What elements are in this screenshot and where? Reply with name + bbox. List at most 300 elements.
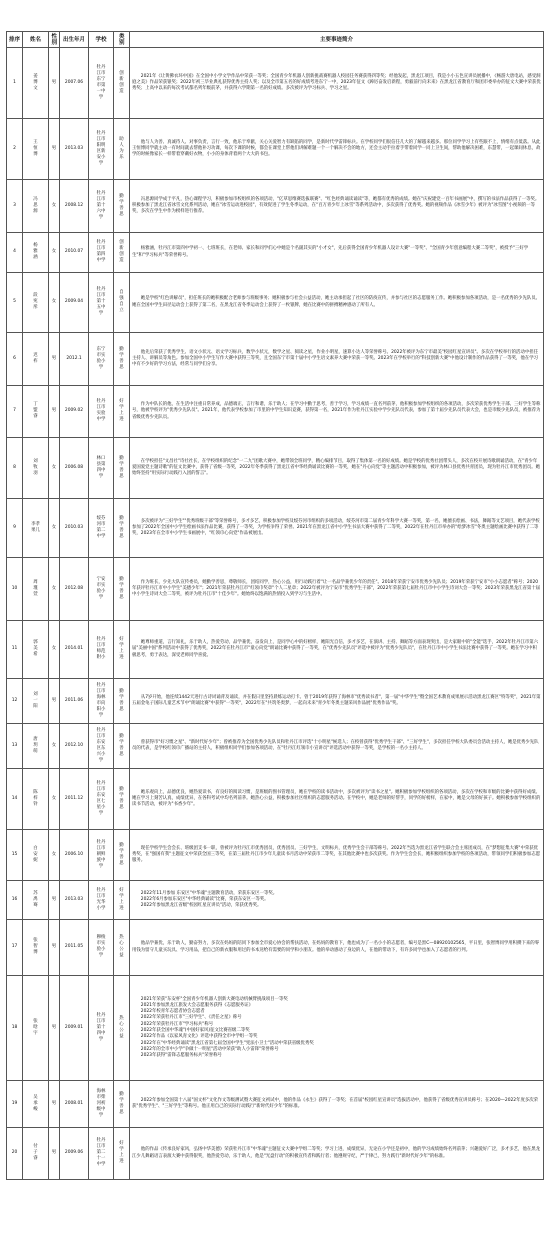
gender-cell bbox=[49, 119, 60, 180]
gender-text: 男 bbox=[51, 697, 57, 703]
birth-cell bbox=[60, 386, 89, 438]
gender-text: 女 bbox=[51, 524, 57, 530]
rank-cell bbox=[7, 499, 23, 558]
school-cell bbox=[89, 499, 114, 558]
summary-cell bbox=[130, 1128, 544, 1180]
summary-cell bbox=[130, 333, 544, 386]
category-text: 好学上进 bbox=[119, 399, 124, 423]
table-row bbox=[7, 386, 544, 438]
name-cell bbox=[23, 48, 49, 119]
summary-text: 2021年《让黄拂衣环中国》在全国中小学文学作品中荣获一等奖；全国青少年机器人创新挑战赛机器人校园任务赛获得四等奖；经他发起，黑龙江项目，我是小小五色宣讲员展播中，《畅游大唐电站，感受洞庭之美》作品荣获银奖；2022年初三毕业典礼获得优秀主持人奖；以及全市第五名的好成绩考进东宁一中，2023年征文《踔厉奋发启新程，勇毅前行向未来》在黑龙江省教育厅和团市委举办的征文大赛中荣获优秀奖；上高中以来的每次考试都名列年级前茅，并获得六学期第一名的好成绩。多次被评为学习标兵、学习之星。 bbox=[132, 73, 541, 92]
birth-text: 2011.06 bbox=[64, 697, 84, 703]
rank-text: 5 bbox=[13, 299, 16, 305]
header-row bbox=[7, 32, 544, 48]
name-cell bbox=[23, 438, 49, 499]
rank-text: 11 bbox=[11, 646, 18, 652]
category-text: 自强自立 bbox=[119, 290, 124, 314]
birth-cell bbox=[60, 830, 89, 881]
gender-cell bbox=[49, 679, 60, 724]
name-text: 陈梓铃 bbox=[33, 789, 38, 807]
gender-cell bbox=[49, 830, 60, 881]
school-cell bbox=[89, 679, 114, 724]
birth-text: 2013.03 bbox=[64, 896, 84, 902]
category-cell bbox=[114, 976, 130, 1081]
rank-text: 20 bbox=[11, 1150, 18, 1156]
summary-text: 她是学校"红色讲解员"，担任班长的她积极配合老师参与班级事务；她积极参与社会公益活动，她主动承担起了社区的防疫宣传，并参与社区的志愿服务工作。她积极参加各项活动，是一名优秀的少先队员。她在全国中学生田径运动会上获得了第二名，在黑龙江省冬季运动会上获得了一枚银牌，她在比赛中的拼搏精神感动了所有人。 bbox=[132, 296, 541, 308]
gender-text: 女 bbox=[51, 585, 57, 591]
name-cell bbox=[23, 920, 49, 976]
summary-text: 2022年11月参加 东安区"中华魂"主题教育活动，荣获东安区一等奖。 bbox=[140, 890, 278, 896]
gender-text: 女 bbox=[51, 795, 57, 801]
school-cell bbox=[89, 1128, 114, 1180]
rank-cell bbox=[7, 438, 23, 499]
school-text: 牡丹江市朝鲜族中学 bbox=[96, 839, 106, 869]
school-cell bbox=[89, 769, 114, 830]
rank-cell bbox=[7, 679, 23, 724]
table-row bbox=[7, 724, 544, 769]
category-text: 热心公益 bbox=[119, 935, 124, 959]
school-cell bbox=[89, 119, 114, 180]
birth-cell bbox=[60, 769, 89, 830]
school-text: 牡丹江市第十六中学 bbox=[96, 190, 106, 220]
rank-text: 8 bbox=[13, 464, 16, 470]
name-text: 刘牧羽 bbox=[33, 458, 38, 476]
header-gender: 性别 bbox=[49, 32, 60, 48]
school-text: 牡丹江市东宁市第一中学 bbox=[96, 64, 106, 100]
name-text: 丁盟睿 bbox=[33, 402, 38, 420]
header-name: 姓名 bbox=[23, 32, 49, 48]
category-cell bbox=[114, 558, 130, 621]
summary-cell bbox=[130, 920, 544, 976]
summary-text: 从7岁开始，他连续1442天进行古诗词诵背及诵读，并在假日里坚持晨练运动打卡。曾于2019年获得了海林市"优秀读书者"，第一届"中华学生"暨全国艺术教育成果展示活动黑龙江赛区"特等奖"，2021年第五届金龟子国际儿童艺术节中"朗诵比赛"中获得"一等奖"，2022年在"共筑冬奥梦，一起向未来"青少年冬奥主题采风作品展"优秀作品"奖。 bbox=[132, 694, 541, 706]
birth-cell bbox=[60, 679, 89, 724]
gender-cell bbox=[49, 438, 60, 499]
birth-text: 2011.12 bbox=[64, 795, 84, 801]
rank-text: 19 bbox=[11, 1100, 18, 1106]
gender-cell bbox=[49, 881, 60, 920]
gender-cell bbox=[49, 1081, 60, 1128]
summary-text: 2022年参加黑龙江省级"校园红星宣讲员"活动，荣获优秀奖。 bbox=[140, 903, 262, 909]
birth-cell bbox=[60, 333, 89, 386]
rank-cell bbox=[7, 386, 23, 438]
category-cell bbox=[114, 881, 130, 920]
summary-text: 2022年的全市中小学"争做十一明星"活动中荣获"助人小雷锋"荣誉称号 bbox=[140, 1046, 279, 1052]
name-text: 唐玥萌 bbox=[33, 736, 38, 754]
school-text: 牡丹江市光华小学 bbox=[96, 887, 106, 911]
birth-text: 2009.06 bbox=[64, 1150, 84, 1156]
header-school: 学校 bbox=[89, 32, 114, 48]
name-text: 郭美希 bbox=[33, 640, 38, 658]
birth-text: 2011.05 bbox=[64, 944, 84, 950]
table-row bbox=[7, 438, 544, 499]
table-row bbox=[7, 881, 544, 920]
school-cell bbox=[89, 621, 114, 679]
table-row bbox=[7, 333, 544, 386]
summary-cell bbox=[130, 724, 544, 769]
rank-cell bbox=[7, 976, 23, 1081]
name-cell bbox=[23, 499, 49, 558]
table-row bbox=[7, 1128, 544, 1180]
gender-cell bbox=[49, 233, 60, 273]
birth-text: 2009.04 bbox=[64, 299, 84, 305]
category-cell bbox=[114, 679, 130, 724]
school-cell bbox=[89, 48, 114, 119]
table-row bbox=[7, 920, 544, 976]
birth-cell bbox=[60, 920, 89, 976]
birth-cell bbox=[60, 273, 89, 333]
summary-text: 在学校担任"文昌社"诗社社长，在学校组织的纪念"一二九"团歌大赛中，她带领全班同学，精心编排节目，取得了集体第一名的好成绩。她是学校的优秀社团带头人，多次在校开展诗歌朗诵活动，在"青少年爱国爱党主题诗歌"的征文比赛中，获得了省级一等奖，2022年冬季获得了黑龙江省中华经典诵读比赛的一等奖，她在"丹心向党"等主题活动中积极参加，被评为林口县优秀共青团员，现为牡丹江市优秀团员。她始终坚持"用实际行动践行入团的誓言"。 bbox=[132, 458, 541, 477]
school-cell bbox=[89, 273, 114, 333]
school-text: 绥芬河市第二中学 bbox=[96, 515, 106, 539]
rank-text: 3 bbox=[13, 202, 16, 208]
table-row bbox=[7, 233, 544, 273]
summary-cell bbox=[130, 438, 544, 499]
school-text: 牡丹江市第四中学 bbox=[96, 240, 106, 264]
name-text: 刘一阳 bbox=[33, 691, 38, 709]
school-text: 牡丹江市第二十一中学 bbox=[96, 1138, 106, 1168]
birth-text: 2012.08 bbox=[64, 585, 84, 591]
birth-text: 2008.12 bbox=[64, 202, 84, 208]
name-cell bbox=[23, 333, 49, 386]
summary-text: 他的作品《传承良好家风，弘扬中华美德》荣获牡丹江市"中华魂"主题征文大赛中学组二等奖；学习上进，成绩优异，无论在小学还是初中，他的学习成绩始终名列前茅；兴趣爱好广泛，多才多艺，他在黑龙江少儿舞蹈语言表演大赛中获得银奖，他热爱劳动，乐于助人，他是"光盘行动"的积极宣传者和践行者；他遵规守纪，严于律己，努力践行"新时代好少年"的标准。 bbox=[132, 1147, 541, 1159]
category-cell bbox=[114, 333, 130, 386]
name-text: 段宛彤 bbox=[33, 293, 38, 311]
name-text: 付子睿 bbox=[33, 1144, 38, 1162]
rank-text: 15 bbox=[11, 851, 18, 857]
table-row bbox=[7, 769, 544, 830]
summary-text: 2021年荣获"东安杯"全国青少年机器人创新大赛电动机械臂挑战项目一等奖 bbox=[140, 996, 288, 1002]
summary-text: 作为中队长的他，在生活中注重日常养成，品德端正，言行和谐，乐于助人；在学习中勤于思考，善于学习，学习成绩一直名列前茅，他积极参加学校组织的各项活动，多次荣获优秀学生干部、三好学生等称号，他被学校评为"优秀少先队员"。2021年，他代表学校参加了市里的中学生知识竞赛，获得第一名，2021年作为牡丹江实验中学少先队员代表，参加了第十届少先队员代表大会，也是市级少先队员，被推荐为省级优秀少先队员。 bbox=[132, 402, 541, 420]
gender-cell bbox=[49, 558, 60, 621]
gender-cell bbox=[49, 180, 60, 233]
summary-text: 2023年获得"雷锋志愿服务标兵"荣誉称号 bbox=[140, 1053, 222, 1059]
summary-cell bbox=[130, 679, 544, 724]
category-cell bbox=[114, 386, 130, 438]
school-cell bbox=[89, 438, 114, 499]
achievement-table bbox=[6, 31, 544, 1180]
school-text: 牡丹江市东安区东兴小学 bbox=[96, 727, 106, 763]
birth-cell bbox=[60, 724, 89, 769]
gender-text: 女 bbox=[51, 202, 57, 208]
rank-text: 12 bbox=[11, 697, 18, 703]
gender-cell bbox=[49, 920, 60, 976]
birth-text: 2012.1 bbox=[66, 355, 82, 361]
name-cell bbox=[23, 881, 49, 920]
summary-cell bbox=[130, 881, 544, 920]
birth-text: 2009.02 bbox=[64, 408, 84, 414]
gender-cell bbox=[49, 386, 60, 438]
summary-text: 他品学兼优，乐于助人，勤奋努力，多次在妈妈的陪同下参加全市爱心协会的帮扶活动，在妈妈的教育下，他也成为了一名小小的志愿者，编号是黑C—08920102565，平日里，张智博同学用积攒下来的零用钱为留守儿童买玩具、学习用品，把自己的新衣服和用过的书本送给有需要的同学和小朋友。他的举动感动了身边的人，在他的带动下，有许多同学也加入了志愿者的行列。 bbox=[132, 941, 540, 953]
header-summary: 主要事迹简介 bbox=[130, 32, 544, 48]
name-text: 白安妮 bbox=[33, 845, 38, 863]
category-cell bbox=[114, 920, 130, 976]
gender-text: 男 bbox=[51, 408, 57, 414]
rank-cell bbox=[7, 621, 23, 679]
category-text: 勤学善思 bbox=[119, 455, 124, 479]
gender-text: 男 bbox=[51, 145, 57, 151]
name-cell bbox=[23, 769, 49, 830]
birth-text: 2012.10 bbox=[64, 742, 84, 748]
name-cell bbox=[23, 273, 49, 333]
name-cell bbox=[23, 233, 49, 273]
summary-cell bbox=[130, 386, 544, 438]
rank-text: 18 bbox=[11, 1024, 18, 1030]
name-text: 王恒博 bbox=[33, 139, 38, 157]
table-row bbox=[7, 976, 544, 1081]
name-cell bbox=[23, 724, 49, 769]
summary-cell bbox=[130, 119, 544, 180]
gender-text: 女 bbox=[51, 299, 57, 305]
rank-cell bbox=[7, 558, 23, 621]
birth-text: 2013.03 bbox=[64, 145, 84, 151]
name-text: 苏禹骞 bbox=[33, 890, 38, 908]
category-cell bbox=[114, 48, 130, 119]
rank-cell bbox=[7, 881, 23, 920]
rank-text: 1 bbox=[13, 79, 16, 85]
summary-text: 2022年作品《以家风育文化》评选中获得全市中学组一等奖 bbox=[140, 1034, 258, 1040]
gender-text: 男 bbox=[51, 896, 57, 902]
gender-text: 女 bbox=[51, 742, 57, 748]
birth-text: 2007.06 bbox=[64, 79, 84, 85]
summary-text: 他先后荣获了优秀学生、语文小状元、语文学习标兵，数学小状元，数学之星、阅读之星，作业小明星，速算小达人等荣誉称号。2022年被评为东宁市最美"校园红星宣讲员"。多次在学校举行的活动中担任主持人、讲解员等角色。参加全国中小学生写作大赛中获得三等奖，且全国东宁市第十届中小学生语文素养大赛中荣获一等奖。2023年在学校举行的"科技创新大赛"中他设计制作的作品获得了一等奖，他在学习中有不少好的学习方法，经常与同学们分享。 bbox=[132, 349, 539, 368]
category-text: 助人为乐 bbox=[119, 136, 124, 160]
school-text: 牡丹江市东安区七星小学 bbox=[96, 780, 106, 816]
gender-text: 女 bbox=[51, 249, 57, 255]
school-cell bbox=[89, 333, 114, 386]
summary-text: 2022年校青年志愿者协会志愿者 bbox=[140, 1009, 205, 1015]
summary-text: 他与人为善、真诚待人、对事负责，言行一致，他乐于奉献，关心关爱智力有缺陷的同学，是新时代学雷锋标兵。在学校同学们很信任几大的了解越来越多。那位同学学习上有些跟不上，情绪有点低落。从此王恒博同学就主动一有时间就去帮他补习功课，每次下课的时候，都会在课堂上帮他们讲解难题一个一个解决不会的地方，还会主动手拉着手带着同学一同上卫生间，帮助他解决困难，东慧带，一起课间休息，故学的时候像家长一样带着穿戴好衣物，小小的身体背着两个大大的书包。 bbox=[132, 139, 541, 158]
summary-text: 2022年在"中华经典诵读"黑龙江省第七届全国中学生"宪法小卫士"活动中荣获省级优秀奖 bbox=[140, 1040, 314, 1046]
summary-text: 现任学校学生会会长、班级团支书一职，曾被评为牡丹江市优秀团员，优秀团员、三好学生，文明标兵，优秀学生会干部等称号。2022年当选为黑龙江省学生联合会主席团成员，在"梦想征集大赛"中荣获优秀奖，在"强国有我"主题征文中荣获全国三等奖，在第三届牡丹江市少年儿童读书月活动中荣获市二等奖，在其他比赛中也多次获奖。作为学生会会长，她积极组织参加学校的各项活动，带领同学们积极参加志愿服务。 bbox=[132, 845, 540, 864]
name-cell bbox=[23, 976, 49, 1081]
table-row bbox=[7, 558, 544, 621]
name-text: 杨雅涵 bbox=[33, 243, 38, 261]
name-text: 周瑾萱 bbox=[33, 579, 38, 597]
category-text: 勤学善思 bbox=[119, 842, 124, 866]
header-rank: 排序 bbox=[7, 32, 23, 48]
rank-cell bbox=[7, 830, 23, 881]
rank-text: 17 bbox=[11, 944, 18, 950]
name-cell bbox=[23, 679, 49, 724]
category-cell bbox=[114, 119, 130, 180]
birth-cell bbox=[60, 180, 89, 233]
table-row bbox=[7, 273, 544, 333]
gender-text: 男 bbox=[51, 944, 57, 950]
category-cell bbox=[114, 830, 130, 881]
gender-text: 男 bbox=[51, 79, 57, 85]
summary-cell bbox=[130, 976, 544, 1081]
birth-cell bbox=[60, 558, 89, 621]
gender-cell bbox=[49, 976, 60, 1081]
summary-cell bbox=[130, 180, 544, 233]
category-cell bbox=[114, 438, 130, 499]
name-text: 张晗宇 bbox=[33, 1018, 38, 1036]
name-text: 姜博文 bbox=[33, 73, 38, 91]
gender-cell bbox=[49, 1128, 60, 1180]
summary-text: 2022年获全国中华魂"(中国好家风)征文比赛省级二等奖 bbox=[140, 1028, 250, 1033]
summary-text: 曾获得市"好习惯之星"、"新时代好少年"；曾被推荐为全国优秀少先队员和牡丹江市评选"十小明星"候选人；在校曾获得"优秀学生干部"、"三好学生"，多次担任学校大队委员会活动主持人，她是优秀少先队员的代表，是学校红领巾广播站的主持人，积极组织同学们参加各项活动，在"牡丹江红领巾小宣讲员"评选活动中获得一等奖，是学校的一名小主持人。 bbox=[132, 739, 539, 751]
birth-cell bbox=[60, 1081, 89, 1128]
school-cell bbox=[89, 558, 114, 621]
table-row bbox=[7, 1081, 544, 1128]
school-cell bbox=[89, 180, 114, 233]
name-text: 冯思源 bbox=[33, 196, 38, 214]
summary-cell bbox=[130, 621, 544, 679]
rank-text: 7 bbox=[13, 408, 16, 414]
rank-text: 10 bbox=[11, 585, 18, 591]
table-row bbox=[7, 119, 544, 180]
school-cell bbox=[89, 830, 114, 881]
gender-cell bbox=[49, 499, 60, 558]
name-text: 吴承峻 bbox=[33, 1094, 38, 1112]
category-text: 勤学善思 bbox=[119, 515, 124, 539]
birth-cell bbox=[60, 621, 89, 679]
birth-cell bbox=[60, 881, 89, 920]
birth-cell bbox=[60, 438, 89, 499]
category-cell bbox=[114, 1081, 130, 1128]
summary-text: 多次被评为"三好学生""优秀班级干部"等荣誉称号，多才多艺，积极参加学校及绥芬河市组织的多项活动，绥芬河市第二届青少年科学大赛一等奖，第一名，她擅长绘画、书法，舞蹈等文艺项目，她代表学校参加了2022年全国中小学生绘画书法作品比赛，获得了一等奖，为学校争得了荣誉。2021年在黑龙江省中小学生书法大赛中获得了二等奖，2022年在牡丹江市举办的"绘梦冰雪"冬奥主题绘画比赛中获得了二等奖，2023年在全市中小学生书画展中，"红领巾心向党"作品被展出。 bbox=[132, 518, 540, 537]
summary-text: 她尊师重道，言行知礼，乐于助人，热爱劳动，品学兼优，奋发向上，是同学心中的好榜样，她阳光自信，多才多艺，在演讲、主持、舞蹈等方面表现突出，是大家眼中的"全能"选手，2022年牡丹江市第六届"美丽中国"系列活动中获得了优秀奖，2022年在牡丹江市"童心向党"朗诵比赛中获得了一等奖，在"优秀少先队员"评选中被评为"优秀少先队员"，在牡丹江市中小学生书法比赛中获得了一等奖。她在学习中积极思考，勇于表达，深受老师同学喜爱。 bbox=[132, 640, 539, 658]
gender-cell bbox=[49, 621, 60, 679]
category-text: 勤学善思 bbox=[119, 688, 124, 712]
gender-cell bbox=[49, 333, 60, 386]
rank-text: 13 bbox=[11, 742, 18, 748]
category-text: 勤学善思 bbox=[119, 576, 124, 600]
school-text: 林口县第四中学 bbox=[96, 455, 106, 479]
summary-text: 2022年6月参加东安区"中华经典诵读"比赛，荣获东安区一等奖。 bbox=[140, 896, 269, 902]
gender-text: 女 bbox=[51, 646, 57, 652]
header-birth: 出生年月 bbox=[60, 32, 89, 48]
rank-text: 4 bbox=[13, 249, 16, 255]
category-text: 创新创造 bbox=[119, 70, 124, 94]
birth-cell bbox=[60, 1128, 89, 1180]
school-cell bbox=[89, 724, 114, 769]
school-text: 海林市柴河初级中学 bbox=[96, 1088, 106, 1118]
school-cell bbox=[89, 1081, 114, 1128]
name-cell bbox=[23, 119, 49, 180]
name-cell bbox=[23, 1081, 49, 1128]
school-cell bbox=[89, 920, 114, 976]
summary-text: 她乐观向上，品德优良，她热爱读书，有良好的阅读习惯，是班级的图书管理员，她在学校的读书活动中，多次被评为"读书之星"。她积极参加学校组织的各项活动，多次在学校和市级的比赛中获得好成绩。她在学习上刻苦认真，成绩优异，在各科考试中均名列前茅。她热心公益，积极参加社区组织的志愿服务活动。在学校中，她是老师的好帮手，同学的好榜样，在家中，她是父母的好孩子。她积极参加学校组织的读书节活动，被评为"书香少年"。 bbox=[132, 789, 541, 808]
summary-cell bbox=[130, 1081, 544, 1128]
rank-text: 2 bbox=[13, 145, 16, 151]
school-text: 牡丹江市师范附小 bbox=[96, 637, 106, 661]
category-text: 勤学善思 bbox=[119, 733, 124, 757]
school-text: 牡丹江市实验中学 bbox=[96, 399, 106, 423]
summary-text: 作为班长，少先大队宣传委员，她勤学善思，尊敬师长，团结同学，热心公益，用行动践行着"让一名品学兼优少年的责任"。2018年荣获宁安市优秀少先队员；2019年荣获宁安市"小小志愿者"称号；2020年获评牡丹江市中小学生"美德少年"；2021年荣获牡丹江市"红领巾奖章"个人二星章；2022年被评为宁安市"优秀学生干部"，2022年荣获第七届牡丹江市中小学生诗词大会一等奖；2023年荣获黑龙江省第十届中小学生诗词大会二等奖，被评为牡丹江市"十佳少年"。她始终以饱满的热情投入到学习与生活中。 bbox=[132, 579, 541, 598]
table-row bbox=[7, 621, 544, 679]
birth-text: 2006.08 bbox=[64, 464, 84, 470]
table-row bbox=[7, 830, 544, 881]
school-text: 牡丹江市海林市向阳小学 bbox=[96, 682, 106, 718]
name-cell bbox=[23, 621, 49, 679]
category-cell bbox=[114, 769, 130, 830]
birth-cell bbox=[60, 119, 89, 180]
name-cell bbox=[23, 386, 49, 438]
summary-text: 杨雅涵，牡丹江市第四中学初一、七班班长，在老师、家长和同学们心中她是个名副其实的"小才女"，先后获得全国青少年机器人设计大赛"一等奖"、"全国青少年创意编程大赛二等奖"，被授予"三好学生"和"学习标兵"等荣誉称号。 bbox=[132, 246, 529, 258]
gender-cell bbox=[49, 48, 60, 119]
rank-cell bbox=[7, 1081, 23, 1128]
table-row bbox=[7, 48, 544, 119]
birth-text: 2008.01 bbox=[64, 1100, 84, 1106]
birth-text: 2009.01 bbox=[64, 1024, 84, 1030]
rank-cell bbox=[7, 1128, 23, 1180]
category-text: 好学上进 bbox=[119, 1141, 124, 1165]
rank-cell bbox=[7, 333, 23, 386]
birth-text: 2014.01 bbox=[64, 646, 84, 652]
name-cell bbox=[23, 830, 49, 881]
school-text: 牡丹江市阳明区新安小学 bbox=[96, 130, 106, 166]
summary-cell bbox=[130, 769, 544, 830]
rank-text: 14 bbox=[11, 795, 18, 801]
school-text: 宁安市实验小学 bbox=[96, 576, 106, 600]
summary-cell bbox=[130, 233, 544, 273]
summary-text: 2022年荣获牡丹江市"三好学生"、《责任之星》称号 bbox=[140, 1015, 242, 1021]
category-text: 热心公益 bbox=[119, 1015, 124, 1039]
gender-text: 女 bbox=[51, 851, 57, 857]
rank-text: 6 bbox=[13, 355, 16, 361]
category-cell bbox=[114, 233, 130, 273]
category-cell bbox=[114, 273, 130, 333]
name-text: 迟祚 bbox=[33, 352, 38, 364]
category-text: 勤学善思 bbox=[119, 346, 124, 370]
rank-cell bbox=[7, 48, 23, 119]
gender-text: 男 bbox=[51, 1150, 57, 1156]
summary-cell bbox=[130, 830, 544, 881]
summary-text: 2022年荣获牡丹江市"学习标兵"称号 bbox=[140, 1021, 214, 1027]
summary-cell bbox=[130, 558, 544, 621]
summary-cell bbox=[130, 499, 544, 558]
gender-text: 男 bbox=[51, 1100, 57, 1106]
school-text: 牡丹江市第十五中学 bbox=[96, 287, 106, 317]
birth-text: 2010.07 bbox=[64, 249, 84, 255]
category-cell bbox=[114, 499, 130, 558]
category-cell bbox=[114, 1128, 130, 1180]
birth-text: 2006.10 bbox=[64, 851, 84, 857]
rank-cell bbox=[7, 920, 23, 976]
rank-cell bbox=[7, 119, 23, 180]
summary-cell bbox=[130, 273, 544, 333]
gender-cell bbox=[49, 769, 60, 830]
rank-cell bbox=[7, 724, 23, 769]
category-text: 勤学善思 bbox=[119, 1091, 124, 1115]
category-cell bbox=[114, 180, 130, 233]
gender-text: 男 bbox=[51, 1024, 57, 1030]
category-cell bbox=[114, 724, 130, 769]
name-text: 张智博 bbox=[33, 938, 38, 956]
name-cell bbox=[23, 1128, 49, 1180]
school-text: 牡丹江市第十四中学 bbox=[96, 1012, 106, 1042]
rank-text: 9 bbox=[13, 524, 16, 530]
birth-cell bbox=[60, 976, 89, 1081]
birth-cell bbox=[60, 499, 89, 558]
gender-cell bbox=[49, 273, 60, 333]
category-text: 勤学善思 bbox=[119, 193, 124, 217]
gender-text: 女 bbox=[51, 464, 57, 470]
rank-cell bbox=[7, 180, 23, 233]
rank-cell bbox=[7, 273, 23, 333]
summary-cell bbox=[130, 48, 544, 119]
birth-text: 2010.03 bbox=[64, 524, 84, 530]
gender-text: 男 bbox=[51, 355, 57, 361]
table-row bbox=[7, 499, 544, 558]
header-category: 类别 bbox=[114, 32, 130, 48]
summary-text: 冯思源同学成于平凡，热心课程学习，积极参加市校组织的各项活动，"亿草思维赛选拔联赛"、"红色经典诵读诵读"等，她都有优秀的成绩。她在"庆祝建党一百年书画展"中，撰写的书法作品获得了一等奖。积极参加了黑龙江省冰雪文化系列活动，她在"冰雪运动进校园"，有效促进了学生冬季运动，在"百万青少年上冰雪"等系列活动中，多次获得了优秀奖。她的视频作品《冰雪少年》被评为"冰雪图"小视频的一等奖，多次在学生中作为榜样进行推荐。 bbox=[132, 196, 540, 215]
school-cell bbox=[89, 233, 114, 273]
rank-cell bbox=[7, 769, 23, 830]
rank-cell bbox=[7, 233, 23, 273]
birth-cell bbox=[60, 233, 89, 273]
